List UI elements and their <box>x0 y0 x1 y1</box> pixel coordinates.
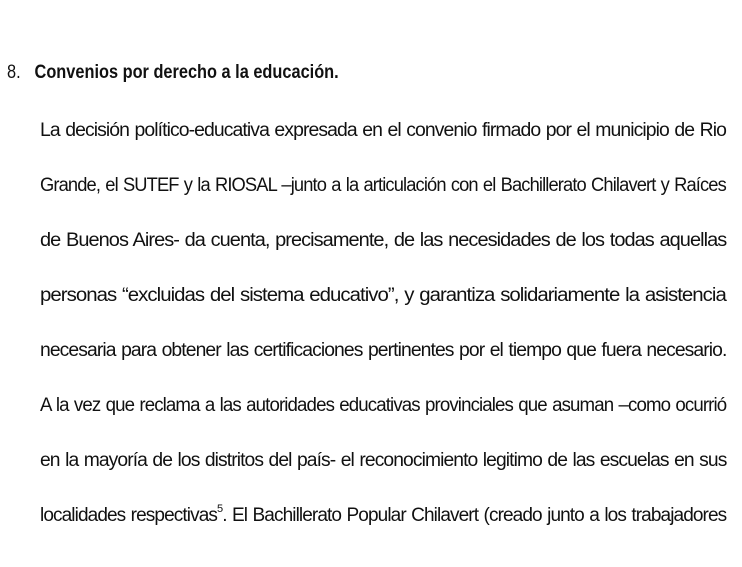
line-text-before-footnote: localidades respectivas <box>40 505 218 526</box>
paragraph-line: A la vez que reclama a las autoridades educativas provinciales que asuman –como ocurrió <box>40 395 727 416</box>
paragraph-line: de Buenos Aires- da cuenta, precisamente, de las necesidades de los todas aquellas <box>40 230 727 251</box>
paragraph-line: personas “excluidas del sistema educativo”, y garantiza solidariamente la asistencia <box>40 285 726 306</box>
paragraph-line: en la mayoría de los distritos del país- el reconocimiento legitimo de las escuelas en sus <box>40 450 727 471</box>
footnote-marker[interactable]: 5 <box>217 503 223 515</box>
section-title: Convenios por derecho a la educación. <box>34 62 339 83</box>
paragraph-line: necesaria para obtener las certificaciones pertinentes por el tiempo que fuera necesario. <box>40 340 727 361</box>
line-text-after-footnote: . El Bachillerato Popular Chilavert (creado junto a los trabajadores <box>222 505 727 526</box>
body-paragraph <box>40 111 726 551</box>
section-heading <box>7 60 339 86</box>
paragraph-line: La decisión político-educativa expresada en el convenio firmado por el municipio de Rio <box>40 120 726 141</box>
paragraph-line: Grande, el SUTEF y la RIOSAL –junto a la articulación con el Bachillerato Chilavert y Raíces <box>40 175 726 196</box>
paragraph-line <box>40 496 726 551</box>
section-number: 8. <box>7 62 21 83</box>
